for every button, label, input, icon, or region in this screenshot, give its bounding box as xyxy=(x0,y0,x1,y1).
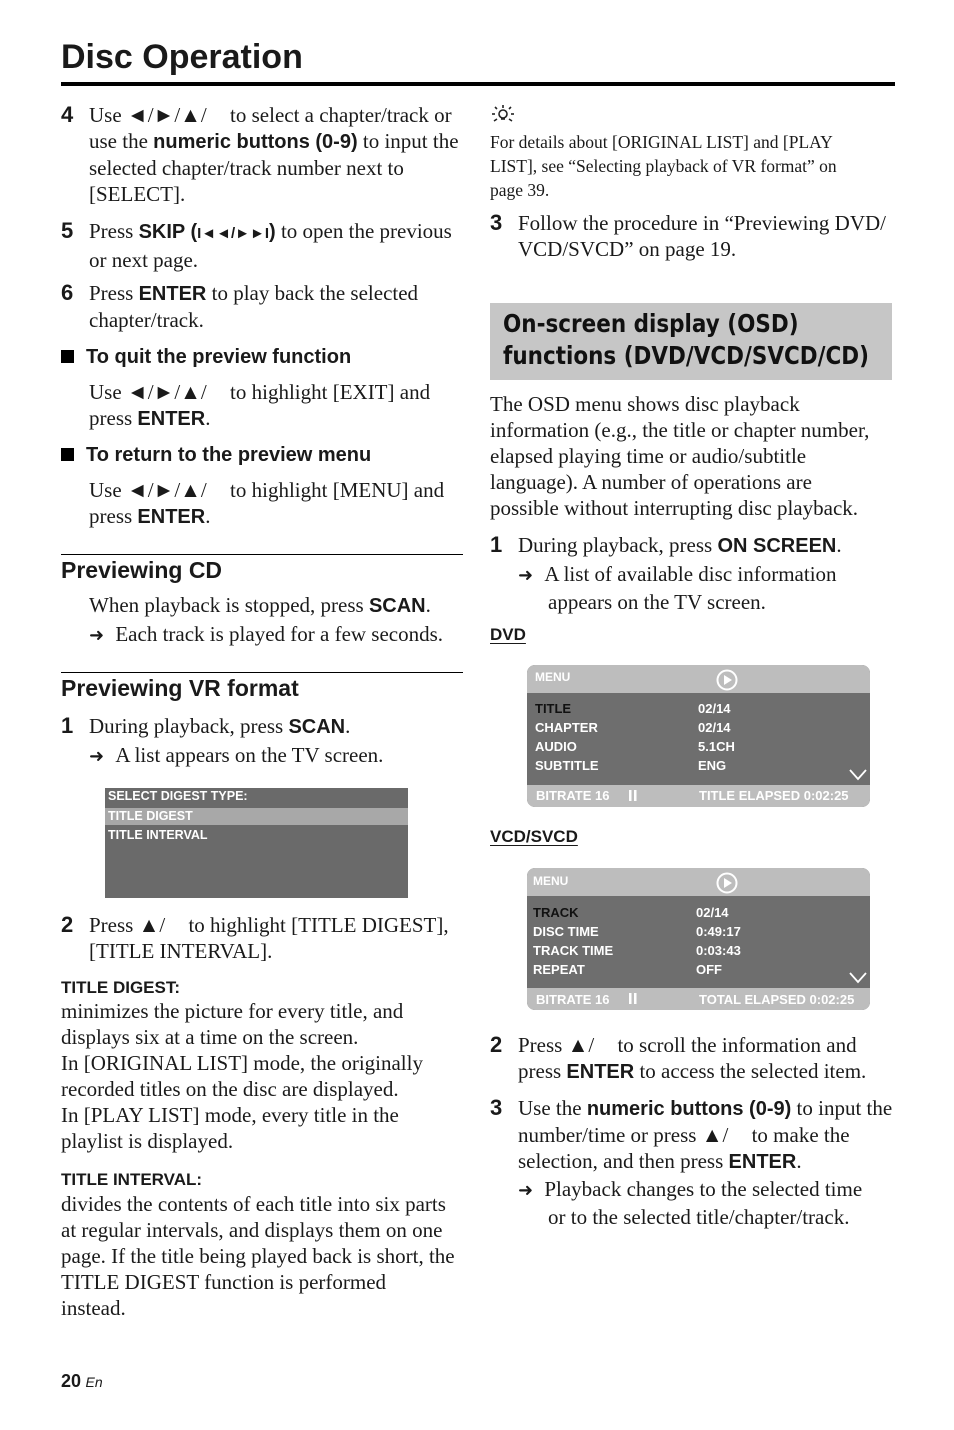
cd-keyword: SCAN xyxy=(368,595,426,617)
osd-step-2-pre: Press ▲/ xyxy=(518,1033,595,1057)
osd-step-1-end: . xyxy=(836,533,842,557)
text-line: page. If the title being played back is short, the xyxy=(61,1244,455,1268)
osd-step-3-keyword-2: ENTER xyxy=(728,1151,797,1173)
osd-row-value: 02/14 xyxy=(698,720,731,735)
text-line: recorded titles on the disc are displayed. xyxy=(61,1077,399,1101)
play-icon xyxy=(716,669,738,691)
step-4-pre: Use ◄/►/▲/ xyxy=(89,103,207,127)
step-4-text xyxy=(89,102,469,207)
digest-header: SELECT DIGEST TYPE: xyxy=(105,788,408,805)
digest-item-title-digest: TITLE DIGEST xyxy=(105,808,408,825)
step-5-keyword-close: ) xyxy=(269,221,276,243)
step-4-post: to input the selected chapter/track number next to [SELECT]. xyxy=(89,129,459,206)
osd-heading-line: On-screen display (OSD) xyxy=(503,309,799,338)
dvd-osd-screen xyxy=(527,665,870,807)
osd-step-3-mid2: to make the selection, and then press xyxy=(518,1123,850,1173)
osd-elapsed: TOTAL ELAPSED 0:02:25 xyxy=(699,992,855,1007)
osd-step-2-text xyxy=(518,1032,898,1085)
osd-step-2-post: to access the selected item. xyxy=(639,1059,867,1083)
dvd-label: DVD xyxy=(490,625,526,644)
vcd-label: VCD/SVCD xyxy=(490,827,578,846)
step-4-keyword: numeric buttons (0-9) xyxy=(153,131,358,153)
cd-end: . xyxy=(425,593,431,617)
osd-menu-label: MENU xyxy=(533,874,569,888)
osd-step-2-keyword: ENTER xyxy=(566,1061,635,1083)
osd-step-3-result xyxy=(518,1176,862,1230)
osd-row-label: TITLE xyxy=(535,701,572,716)
title-rule xyxy=(61,82,895,86)
step-number: 3 xyxy=(490,1095,503,1120)
osd-step-3-pre: Use the xyxy=(518,1096,582,1120)
tip-note xyxy=(490,130,900,202)
osd-step-3-mid: to input the number/time or press ▲/ xyxy=(518,1096,893,1147)
osd-bitrate: BITRATE 16 xyxy=(536,992,610,1007)
osd-step-3-end: . xyxy=(796,1149,802,1173)
return-pre: Use ◄/►/▲/ xyxy=(89,478,207,502)
section-rule xyxy=(61,554,463,555)
text-line: displays six at a time on the screen. xyxy=(61,1025,359,1049)
vr-step-2-post: to highlight [TITLE DIGEST], [TITLE INTERVAL]. xyxy=(89,913,449,963)
osd-step-1-result xyxy=(518,561,837,615)
text-line: page 39. xyxy=(490,180,550,200)
quit-keyword: ENTER xyxy=(137,408,206,430)
step-number: 2 xyxy=(61,912,74,937)
osd-intro xyxy=(490,391,900,521)
text-line: divides the contents of each title into six parts xyxy=(61,1192,446,1216)
quit-preview-text xyxy=(89,379,469,432)
osd-row-label: TRACK TIME xyxy=(533,943,614,958)
return-mid: to highlight [MENU] and press xyxy=(89,478,445,528)
osd-section-heading xyxy=(490,303,892,380)
step-6-pre: Press xyxy=(89,281,134,305)
previewing-cd-heading: Previewing CD xyxy=(61,557,223,583)
text-line: LIST], see “Selecting playback of VR format” on xyxy=(490,156,837,176)
osd-menu-label: MENU xyxy=(535,670,571,684)
digest-item-title-interval: TITLE INTERVAL xyxy=(108,828,208,842)
osd-step-3-keyword: numeric buttons (0-9) xyxy=(586,1098,792,1120)
osd-row-label: REPEAT xyxy=(533,962,585,977)
text-line: Follow the procedure in “Previewing DVD/ xyxy=(518,211,887,235)
section-rule xyxy=(61,672,463,673)
step-number: 2 xyxy=(490,1032,503,1057)
vr-step-1-result xyxy=(89,742,383,770)
text-line: information (e.g., the title or chapter number, xyxy=(490,418,870,442)
vr-step-2-text xyxy=(89,912,469,964)
text-line: instead. xyxy=(61,1296,126,1320)
osd-row-label: DISC TIME xyxy=(533,924,599,939)
select-digest-screen xyxy=(105,788,408,898)
chevron-down-icon xyxy=(849,972,867,984)
osd-header-bar xyxy=(527,868,870,896)
cd-result xyxy=(89,621,443,649)
result-line: appears on the TV screen. xyxy=(548,590,766,614)
step-number: 3 xyxy=(490,210,503,235)
osd-heading-line: functions (DVD/VCD/SVCD/CD) xyxy=(503,341,869,370)
step-6-post: to play back the selected chapter/track. xyxy=(89,281,419,332)
osd-step-1-pre: During playback, press xyxy=(518,533,713,557)
step-number: 4 xyxy=(61,102,74,127)
vcd-osd-screen xyxy=(527,868,870,1010)
vr-step-1-text xyxy=(89,713,469,740)
osd-step-1-keyword: ON SCREEN xyxy=(717,535,837,557)
return-heading-text: To return to the preview menu xyxy=(86,444,372,466)
step-6-keyword: ENTER xyxy=(138,283,207,305)
previewing-cd-text xyxy=(89,592,469,619)
quit-preview-heading xyxy=(61,346,351,369)
title-interval-text xyxy=(61,1191,471,1321)
vr-step-2-pre: Press ▲/ xyxy=(89,913,166,937)
vr-step-1-pre: During playback, press xyxy=(89,714,284,738)
text-line: elapsed playing time or audio/subtitle xyxy=(490,444,807,468)
osd-row-label: SUBTITLE xyxy=(535,758,599,773)
osd-header-bar xyxy=(527,665,870,693)
step-number: 5 xyxy=(61,218,74,243)
return-end: . xyxy=(205,504,211,528)
result-line: A list of available disc information xyxy=(544,562,837,586)
title-interval-label: TITLE INTERVAL: xyxy=(61,1170,203,1189)
square-bullet-icon xyxy=(61,448,74,461)
osd-row-label: TRACK xyxy=(533,905,579,920)
chevron-down-icon xyxy=(849,769,867,781)
osd-row-value: 0:49:17 xyxy=(696,924,741,939)
osd-row-label: AUDIO xyxy=(535,739,577,754)
text-line: For details about [ORIGINAL LIST] and [PLAY xyxy=(490,132,833,152)
page-language: En xyxy=(85,1374,103,1390)
vr-step-1-keyword: SCAN xyxy=(288,716,346,738)
arrow-right-icon: ➜ xyxy=(89,625,105,646)
text-line: at regular intervals, and displays them on one xyxy=(61,1218,443,1242)
text-line: possible without interrupting disc playback. xyxy=(490,496,859,520)
text-line: minimizes the picture for every title, and xyxy=(61,999,404,1023)
page-number: 20 xyxy=(61,1371,82,1391)
osd-row-value: 02/14 xyxy=(698,701,731,716)
vr-result-text: A list appears on the TV screen. xyxy=(115,743,384,767)
osd-row-value: 02/14 xyxy=(696,905,729,920)
quit-mid: to highlight [EXIT] and press xyxy=(89,380,431,430)
quit-end: . xyxy=(205,406,211,430)
skip-symbols: I◄◄/►►I xyxy=(197,225,270,242)
text-line: In [ORIGINAL LIST] mode, the originally xyxy=(61,1051,423,1075)
play-icon xyxy=(716,872,738,894)
text-line: TITLE DIGEST function is performed xyxy=(61,1270,387,1294)
step-6-text xyxy=(89,280,469,333)
step-3-follow-text xyxy=(518,210,898,262)
quit-pre: Use ◄/►/▲/ xyxy=(89,380,207,404)
previewing-vr-heading: Previewing VR format xyxy=(61,675,299,701)
return-keyword: ENTER xyxy=(137,506,206,528)
step-5-text xyxy=(89,218,469,273)
osd-row-value: 0:03:43 xyxy=(696,943,741,958)
osd-bitrate: BITRATE 16 xyxy=(536,788,610,803)
text-line: playlist is displayed. xyxy=(61,1129,234,1153)
arrow-right-icon: ➜ xyxy=(89,746,105,767)
quit-heading-text: To quit the preview function xyxy=(86,346,352,368)
tip-icon xyxy=(490,104,516,124)
return-preview-heading xyxy=(61,444,371,467)
title-digest-label: TITLE DIGEST: xyxy=(61,978,180,997)
arrow-right-icon: ➜ xyxy=(518,1180,534,1201)
vr-step-1-end: . xyxy=(345,714,351,738)
step-5-post: to open the previous or next page. xyxy=(89,219,452,272)
pause-icon xyxy=(628,789,638,802)
arrow-right-icon: ➜ xyxy=(518,565,534,586)
osd-row-value: 5.1CH xyxy=(698,739,735,754)
step-number: 6 xyxy=(61,280,74,305)
text-line: In [PLAY LIST] mode, every title in the xyxy=(61,1103,399,1127)
osd-step-1-text xyxy=(518,532,842,559)
page-title: Disc Operation xyxy=(61,38,303,76)
result-line: Playback changes to the selected time xyxy=(544,1177,863,1201)
pause-icon xyxy=(628,992,638,1005)
text-line: language). A number of operations are xyxy=(490,470,812,494)
osd-row-value: OFF xyxy=(696,962,722,977)
step-number: 1 xyxy=(490,532,503,557)
page-footer xyxy=(61,1371,103,1392)
step-number: 1 xyxy=(61,713,74,738)
return-preview-text xyxy=(89,477,469,530)
step-5-keyword: SKIP ( xyxy=(138,221,198,243)
cd-pre: When playback is stopped, press xyxy=(89,593,364,617)
text-line: VCD/SVCD” on page 19. xyxy=(518,237,737,261)
title-digest-text xyxy=(61,998,471,1154)
step-5-pre: Press xyxy=(89,219,134,243)
square-bullet-icon xyxy=(61,350,74,363)
osd-row-label: CHAPTER xyxy=(535,720,598,735)
step-4-mid: to select a chapter/track or use the xyxy=(89,103,452,153)
osd-row-value: ENG xyxy=(698,758,727,773)
result-line: or to the selected title/chapter/track. xyxy=(548,1205,850,1229)
osd-elapsed: TITLE ELAPSED 0:02:25 xyxy=(699,788,849,803)
osd-step-3-text xyxy=(518,1095,898,1175)
cd-result-text: Each track is played for a few seconds. xyxy=(115,622,444,646)
osd-step-2-mid: to scroll the information and press xyxy=(518,1033,857,1083)
text-line: The OSD menu shows disc playback xyxy=(490,392,800,416)
